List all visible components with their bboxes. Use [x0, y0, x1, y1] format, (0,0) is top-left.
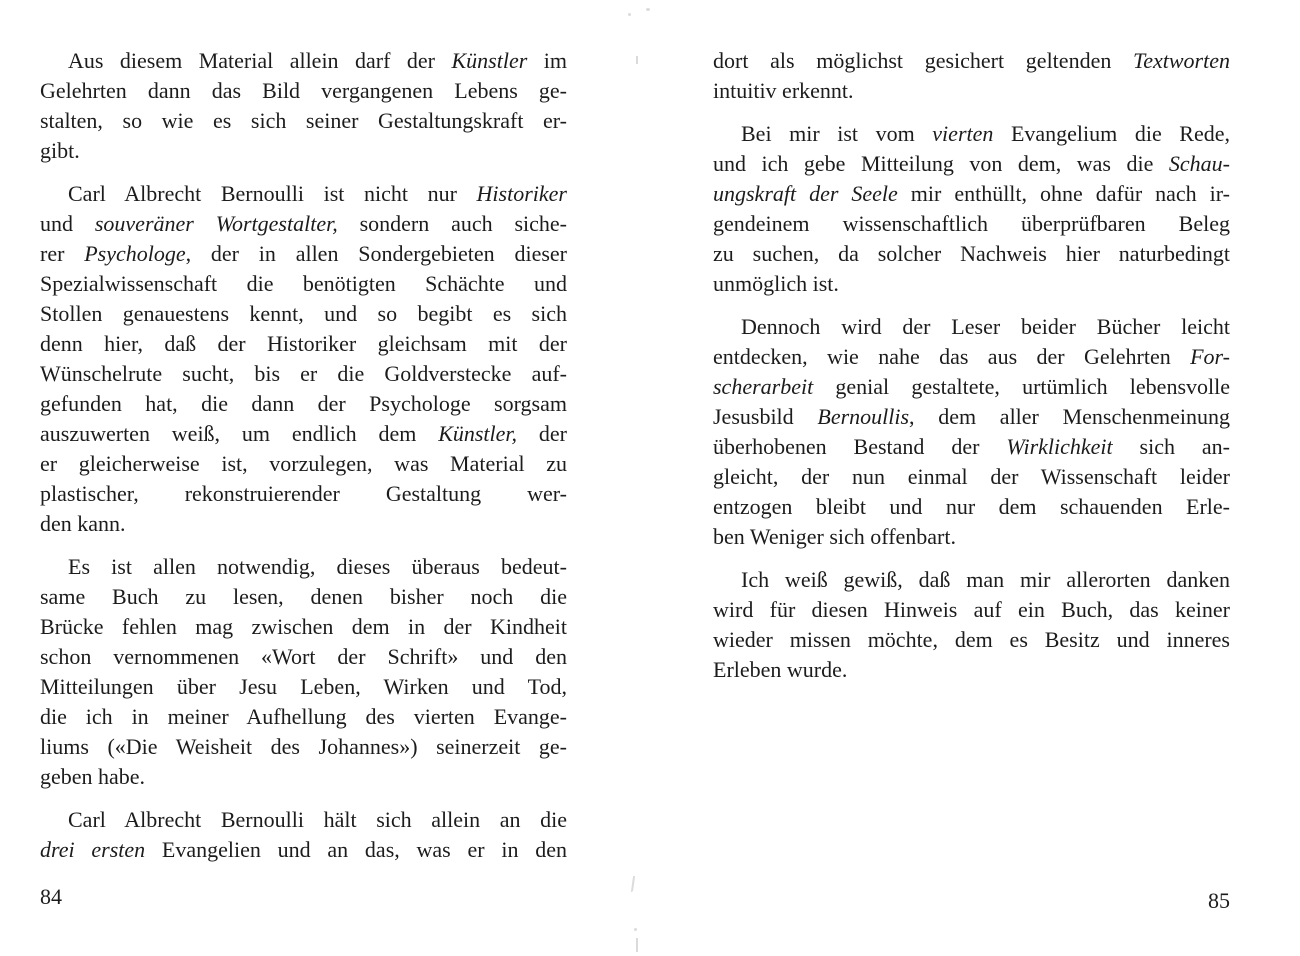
text-run: entdecken, wie nahe das aus der Gelehrten — [713, 344, 1191, 369]
text-line — [40, 299, 567, 329]
text-run: der — [517, 421, 567, 446]
page-84 — [40, 46, 567, 865]
text-line — [40, 582, 567, 612]
text-run: unmöglich ist. — [713, 271, 839, 296]
scan-artifact-speck — [646, 8, 650, 11]
scan-artifact-tick — [636, 56, 638, 64]
text-run: Evangelien und an das, was er in den — [145, 837, 567, 862]
text-run: liums («Die Weisheit des Johannes») seinerzeit ge- — [40, 734, 567, 759]
italic-text-run: scherarbeit — [713, 374, 814, 399]
text-run: Evangelium die Rede, — [993, 121, 1230, 146]
text-run: Gelehrten dann das Bild vergangenen Lebens ge- — [40, 78, 567, 103]
text-line — [713, 179, 1230, 209]
text-run: überhobenen Bestand der — [713, 434, 1007, 459]
text-run: Es ist allen notwendig, dieses überaus bedeut- — [68, 554, 567, 579]
text-line — [713, 209, 1230, 239]
text-line — [40, 209, 567, 239]
text-line — [40, 179, 567, 209]
text-line — [713, 625, 1230, 655]
text-line — [713, 312, 1230, 342]
page-number-left: 84 — [40, 884, 62, 909]
text-run: sich an- — [1112, 434, 1231, 459]
text-run: wieder missen möchte, dem es Besitz und inneres — [713, 627, 1230, 652]
text-line — [40, 46, 567, 76]
text-line — [713, 342, 1230, 372]
page-85-text-block — [713, 46, 1230, 685]
text-line — [713, 595, 1230, 625]
paragraph — [713, 565, 1230, 685]
text-line — [713, 119, 1230, 149]
text-run: gibt. — [40, 138, 80, 163]
text-line — [40, 805, 567, 835]
text-run: schon vernommenen «Wort der Schrift» und den — [40, 644, 567, 669]
text-run: rer — [40, 241, 85, 266]
text-run: Erleben wurde. — [713, 657, 848, 682]
page-84-text-block — [40, 46, 567, 865]
text-line — [713, 372, 1230, 402]
italic-text-run: Bernoullis — [817, 404, 910, 429]
text-run: wird für diesen Hinweis auf ein Buch, das keiner — [713, 597, 1230, 622]
italic-text-run: ungskraft der Seele — [713, 181, 898, 206]
italic-text-run: Historiker — [476, 181, 567, 206]
text-line — [713, 269, 1230, 299]
paragraph — [40, 46, 567, 166]
italic-text-run: Wirklichkeit — [1006, 434, 1113, 459]
paragraph — [40, 805, 567, 865]
text-line — [40, 449, 567, 479]
text-run: Carl Albrecht Bernoulli hält sich allein an die — [68, 807, 567, 832]
italic-text-run: Künstler, — [438, 421, 518, 446]
text-run: , dem aller Menschenmeinung — [909, 404, 1230, 429]
text-run: Ich weiß gewiß, daß man mir allerorten danken — [741, 567, 1230, 592]
italic-text-run: drei ersten — [40, 837, 146, 862]
text-run: mir enthüllt, ohne dafür nach ir- — [897, 181, 1230, 206]
text-line — [713, 655, 1230, 685]
text-run: plastischer, rekonstruierender Gestaltung wer- — [40, 481, 567, 506]
text-run: Brücke fehlen mag zwischen dem in der Kindheit — [40, 614, 567, 639]
text-run: Aus diesem Material allein darf der — [68, 48, 452, 73]
italic-text-run: Schau- — [1168, 151, 1230, 176]
scan-artifact-squiggle — [631, 876, 635, 892]
text-run: Carl Albrecht Bernoulli ist nicht nur — [68, 181, 477, 206]
text-line — [713, 149, 1230, 179]
text-line — [713, 76, 1230, 106]
text-line — [713, 522, 1230, 552]
text-line — [713, 432, 1230, 462]
text-run: stalten, so wie es sich seiner Gestaltungskraft er- — [40, 108, 567, 133]
italic-text-run: For- — [1190, 344, 1230, 369]
text-line — [40, 419, 567, 449]
text-line — [40, 136, 567, 166]
italic-text-run: Textworten — [1133, 48, 1230, 73]
text-line — [40, 329, 567, 359]
text-line — [713, 565, 1230, 595]
text-run: same Buch zu lesen, denen bisher noch die — [40, 584, 567, 609]
text-run: , der in allen Sondergebieten dieser — [185, 241, 568, 266]
text-run: Dennoch wird der Leser beider Bücher leicht — [741, 314, 1230, 339]
paragraph — [713, 46, 1230, 106]
italic-text-run: vierten — [932, 121, 994, 146]
paragraph — [713, 312, 1230, 552]
text-line — [713, 492, 1230, 522]
text-run: zu suchen, da solcher Nachweis hier naturbedingt — [713, 241, 1230, 266]
text-run: gleicht, der nun einmal der Wissenschaft leider — [713, 464, 1230, 489]
italic-text-run: souveräner Wortgestalter, — [94, 211, 338, 236]
text-line — [713, 46, 1230, 76]
text-line — [713, 239, 1230, 269]
text-line — [40, 106, 567, 136]
text-run: und — [40, 211, 95, 236]
text-line — [40, 359, 567, 389]
paragraph — [40, 552, 567, 792]
text-line — [713, 462, 1230, 492]
text-run: denn hier, daß der Historiker gleichsam mit der — [40, 331, 567, 356]
text-run: genial gestaltete, urtümlich lebensvolle — [813, 374, 1230, 399]
text-line — [40, 239, 567, 269]
text-line — [40, 702, 567, 732]
text-run: dort als möglichst gesichert geltenden — [713, 48, 1134, 73]
text-run: ben Weniger sich offenbart. — [713, 524, 956, 549]
text-run: Jesusbild — [713, 404, 818, 429]
text-run: gefunden hat, die dann der Psychologe sorgsam — [40, 391, 567, 416]
text-line — [40, 732, 567, 762]
text-run: Bei mir ist vom — [741, 121, 933, 146]
text-line — [40, 762, 567, 792]
text-run: sondern auch siche- — [337, 211, 568, 236]
text-run: entzogen bleibt und nur dem schauenden Erle- — [713, 494, 1230, 519]
paragraph — [40, 179, 567, 539]
text-line — [40, 389, 567, 419]
text-run: und ich gebe Mitteilung von dem, was die — [713, 151, 1169, 176]
text-run: geben habe. — [40, 764, 146, 789]
text-line — [40, 552, 567, 582]
scan-artifact-dash — [636, 938, 638, 952]
text-line — [40, 509, 567, 539]
paragraph — [713, 119, 1230, 299]
scan-artifact-speck — [628, 13, 631, 16]
text-line — [40, 672, 567, 702]
italic-text-run: Psychologe — [84, 241, 186, 266]
text-run: Spezialwissenschaft die benötigten Schächte und — [40, 271, 567, 296]
text-line — [40, 479, 567, 509]
text-run: gendeinem wissenschaftlich überprüfbaren Beleg — [713, 211, 1230, 236]
text-line — [40, 76, 567, 106]
text-run: Wünschelrute sucht, bis er die Goldverstecke auf- — [40, 361, 567, 386]
text-line — [40, 642, 567, 672]
text-line — [713, 402, 1230, 432]
text-line — [40, 835, 567, 865]
text-line — [40, 269, 567, 299]
text-line — [40, 612, 567, 642]
text-run: auszuwerten weiß, um endlich dem — [40, 421, 439, 446]
page-number-right: 85 — [1208, 888, 1230, 913]
text-run: den kann. — [40, 511, 126, 536]
italic-text-run: Künstler — [451, 48, 528, 73]
text-run: intuitiv erkennt. — [713, 78, 854, 103]
text-run: die ich in meiner Aufhellung des vierten Evange- — [40, 704, 567, 729]
text-run: er gleicherweise ist, vorzulegen, was Material zu — [40, 451, 567, 476]
text-run: Mitteilungen über Jesu Leben, Wirken und Tod, — [40, 674, 567, 699]
text-run: Stollen genauestens kennt, und so begibt es sich — [40, 301, 567, 326]
scan-artifact-dot — [634, 928, 637, 931]
text-run: im — [527, 48, 567, 73]
page-85 — [713, 46, 1230, 685]
